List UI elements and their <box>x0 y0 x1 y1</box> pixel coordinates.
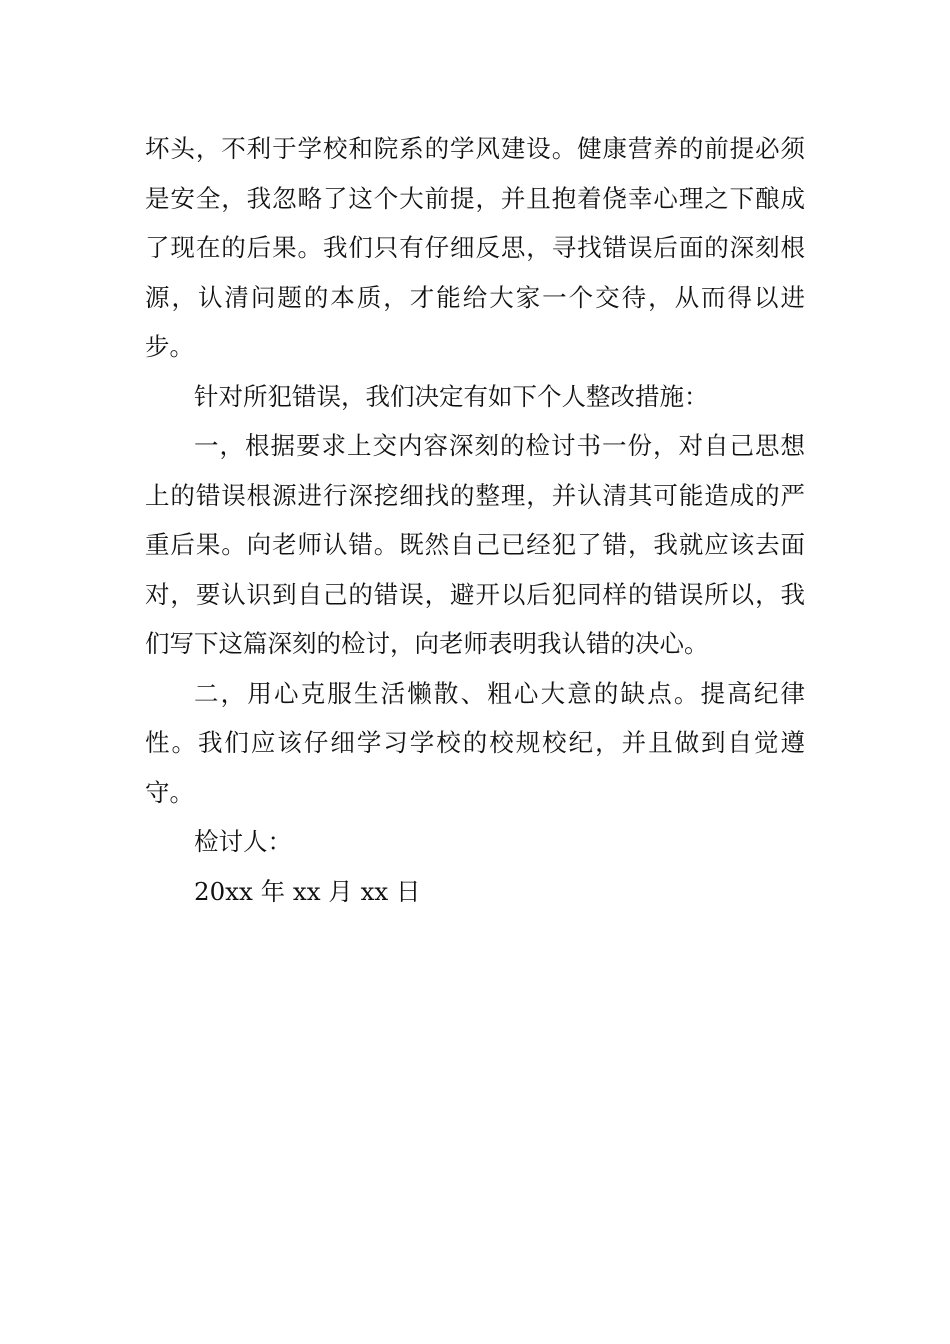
paragraph-continuation: 坏头，不利于学校和院系的学风建设。健康营养的前提必须是安全，我忽略了这个大前提，并且抱着侥幸心理之下酿成了现在的后果。我们只有仔细反思，寻找错误后面的深刻根源，认清问题的本质，才能给大家一个交待，从而得以进步。 <box>145 134 805 361</box>
paragraph-measure-two: 二，用心克服生活懒散、粗心大意的缺点。提高纪律性。我们应该仔细学习学校的校规校纪，并且做到自觉遵守。 <box>145 678 805 807</box>
date-line: 20xx 年 xx 月 xx 日 <box>194 876 421 906</box>
paragraph-measures-intro: 针对所犯错误，我们决定有如下个人整改措施： <box>194 381 709 411</box>
signature-label: 检讨人： <box>194 827 292 856</box>
document-page <box>145 124 805 916</box>
paragraph-measure-one: 一，根据要求上交内容深刻的检讨书一份，对自己思想上的错误根源进行深挖细找的整理，并认清其可能造成的严重后果。向老师认错。既然自己已经犯了错，我就应该去面对，要认识到自己的错误，避开以后犯同样的错误所以，我们写下这篇深刻的检讨，向老师表明我认错的决心。 <box>145 431 805 658</box>
